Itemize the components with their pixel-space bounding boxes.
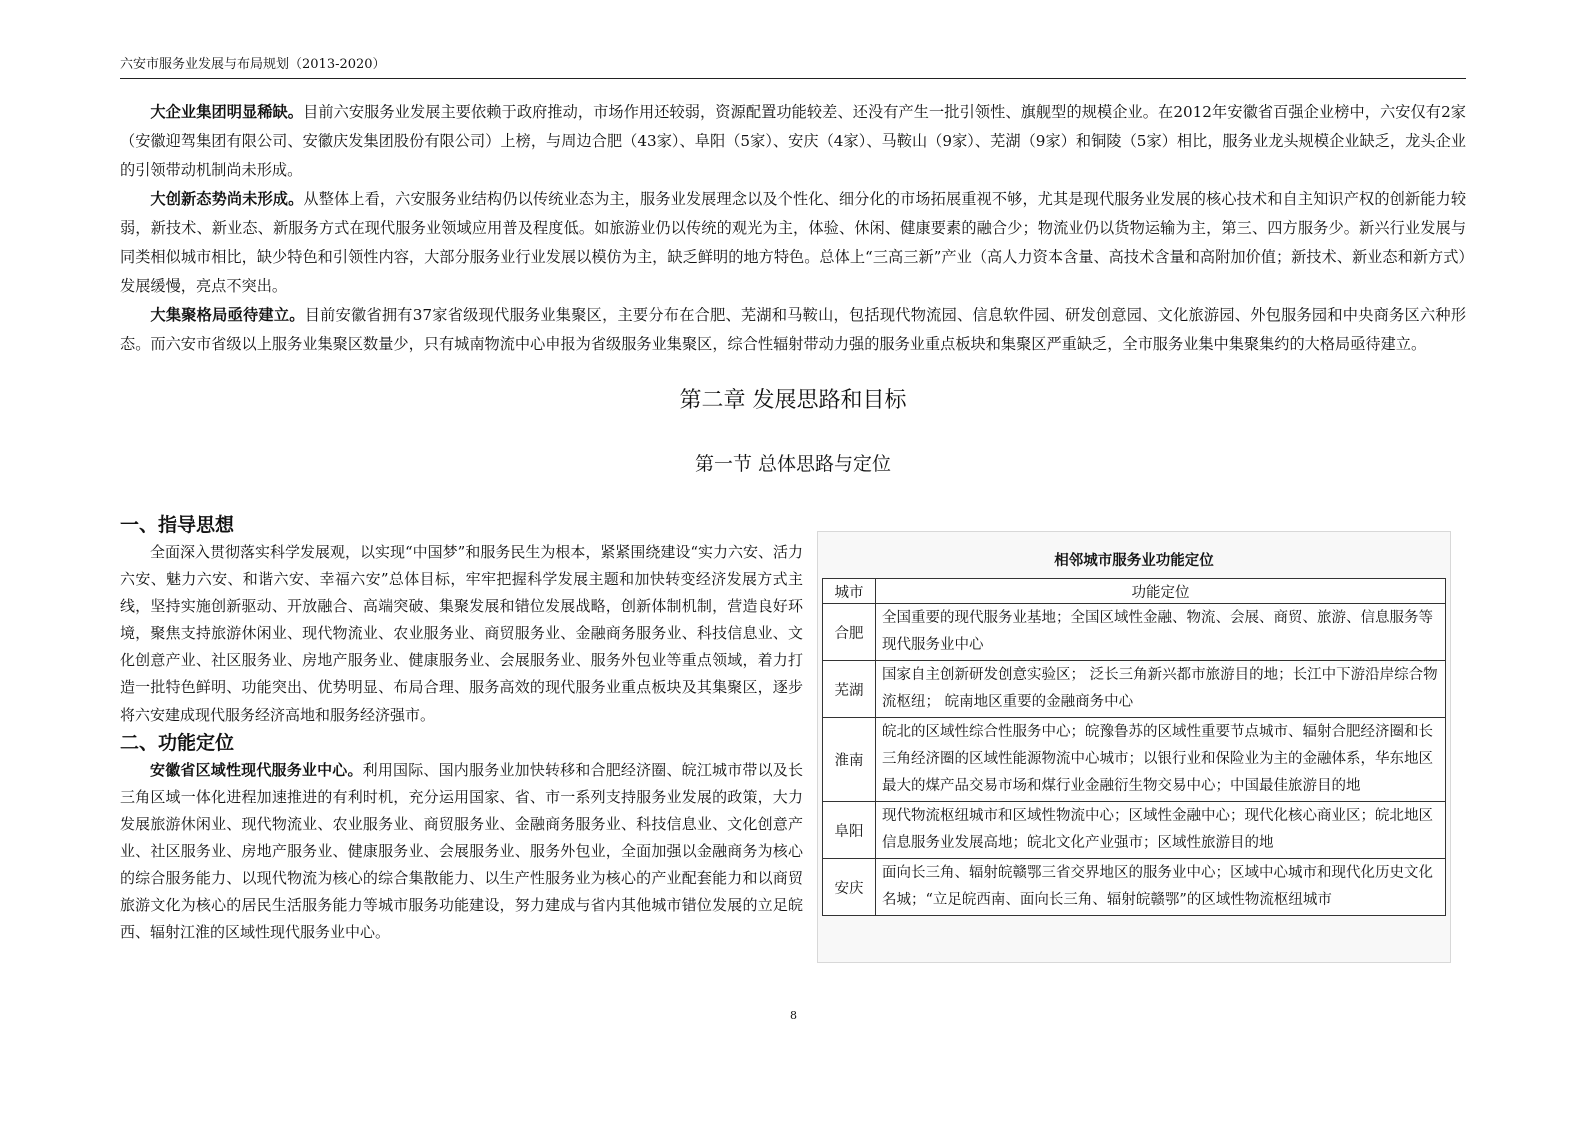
city-function-table bbox=[822, 578, 1446, 916]
table-row bbox=[823, 604, 1446, 661]
intro-paragraph-2 bbox=[120, 185, 1466, 301]
function-cell: 面向长三角、辐射皖赣鄂三省交界地区的服务业中心；区域中心城市和现代化历史文化名城；“立足皖西南、面向长三角、辐射皖赣鄂”的区域性物流枢纽城市 bbox=[876, 859, 1446, 916]
city-cell: 淮南 bbox=[823, 718, 876, 802]
left-column bbox=[120, 511, 803, 946]
intro-lead-1: 大企业集团明显稀缺。 bbox=[150, 103, 304, 121]
function-cell: 现代物流枢纽城市和区域性物流中心；区域性金融中心；现代化核心商业区；皖北地区信息服务业发展高地；皖北文化产业强市；区域性旅游目的地 bbox=[876, 802, 1446, 859]
guide-paragraph: 全面深入贯彻落实科学发展观，以实现“中国梦”和服务民生为根本，紧紧围绕建设“实力六安、活力六安、魅力六安、和谐六安、幸福六安”总体目标，牢牢把握科学发展主题和加快转变经济发展方式主线，坚持实施创新驱动、开放融合、高端突破、集聚发展和错位发展战略，创新体制机制，营造良好环境，聚焦支持旅游休闲业、现代物流业、农业服务业、商贸服务业、金融商务服务业、科技信息业、文化创意产业、社区服务业、房地产服务业、健康服务业、会展服务业、服务外包业等重点领域，着力打造一批特色鲜明、功能突出、优势明显、布局合理、服务高效的现代服务业重点板块及其集聚区，逐步将六安建成现代服务经济高地和服务经济强市。 bbox=[120, 543, 804, 724]
intro-lead-2: 大创新态势尚未形成。 bbox=[150, 190, 304, 208]
function-cell: 全国重要的现代服务业基地；全国区域性金融、物流、会展、商贸、旅游、信息服务等现代服务业中心 bbox=[876, 604, 1446, 661]
page-number: 8 bbox=[790, 1009, 797, 1022]
function-text: 利用国际、国内服务业加快转移和合肥经济圈、皖江城市带以及长三角区域一体化进程加速推进的有利时机，充分运用国家、省、市一系列支持服务业发展的政策，大力发展旅游休闲业、现代物流业、农业服务业、商贸服务业、金融商务服务业、科技信息业、文化创意产业、社区服务业、房地产服务业、健康服务业、会展服务业、服务外包业，全面加强以金融商务为核心的综合服务能力、以现代物流为核心的综合集散能力、以生产性服务业为核心的产业配套能力和以商贸旅游文化为核心的居民生活服务能力等城市服务功能建设，努力建成与省内其他城市错位发展的立足皖西、辐射江淮的区域性现代服务业中心。 bbox=[120, 760, 803, 942]
two-column-area bbox=[120, 511, 1466, 981]
intro-text-3: 目前安徽省拥有37家省级现代服务业集聚区，主要分布在合肥、芜湖和马鞍山，包括现代物流园、信息软件园、研发创意园、文化旅游园、外包服务园和中央商务区六种形态。而六安市省级以上服务业集聚区数量少，只有城南物流中心申报为省级服务业集聚区，综合性辐射带动力强的服务业重点板块和集聚区严重缺乏，全市服务业集中集聚集约的大格局亟待建立。 bbox=[120, 306, 1467, 353]
header-title: 六安市服务业发展与布局规划（2013-2020） bbox=[120, 57, 386, 72]
table-header-row bbox=[823, 579, 1446, 604]
function-lead: 安徽省区域性现代服务业中心。 bbox=[150, 760, 363, 779]
page-body bbox=[120, 98, 1466, 981]
function-cell: 国家自主创新研发创意实验区； 泛长三角新兴都市旅游目的地；长江中下游沿岸综合物流枢纽； 皖南地区重要的金融商务中心 bbox=[876, 661, 1446, 718]
intro-paragraph-1 bbox=[120, 98, 1466, 185]
table-row bbox=[823, 859, 1446, 916]
city-cell: 芜湖 bbox=[823, 661, 876, 718]
city-cell: 安庆 bbox=[823, 859, 876, 916]
function-paragraph bbox=[120, 757, 803, 947]
guide-heading: 一、指导思想 bbox=[120, 514, 235, 536]
city-cell: 合肥 bbox=[823, 604, 876, 661]
city-cell: 阜阳 bbox=[823, 802, 876, 859]
column-header-city: 城市 bbox=[823, 579, 876, 604]
chapter-title: 第二章 发展思路和目标 bbox=[679, 388, 907, 413]
section-title: 第一节 总体思路与定位 bbox=[694, 453, 892, 475]
intro-text-2: 从整体上看，六安服务业结构仍以传统业态为主，服务业发展理念以及个性化、细分化的市场拓展重视不够，尤其是现代服务业发展的核心技术和自主知识产权的创新能力较弱，新技术、新业态、新服务方式在现代服务业领域应用普及程度低。如旅游业仍以传统的观光为主，体验、休闲、健康要素的融合少；物流业仍以货物运输为主，第三、四方服务少。新兴行业发展与同类相似城市相比，缺少特色和引领性内容，大部分服务业行业发展以模仿为主，缺乏鲜明的地方特色。总体上“三高三新”产业（高人力资本含量、高技术含量和高附加价值；新技术、新业态和新方式）发展缓慢，亮点不突出。 bbox=[120, 190, 1467, 295]
intro-paragraph-3 bbox=[120, 301, 1466, 359]
table-row bbox=[823, 802, 1446, 859]
function-heading: 二、功能定位 bbox=[120, 731, 235, 754]
column-header-function: 功能定位 bbox=[876, 579, 1446, 604]
sidebar-table-box bbox=[817, 531, 1451, 963]
table-row bbox=[823, 661, 1446, 718]
function-cell: 皖北的区域性综合性服务中心；皖豫鲁苏的区域性重要节点城市、辐射合肥经济圈和长三角经济圈的区域性能源物流中心城市；以银行业和保险业为主的金融体系，华东地区最大的煤产品交易市场和煤行业金融衍生物交易中心；中国最佳旅游目的地 bbox=[876, 718, 1446, 802]
intro-text-1: 目前六安服务业发展主要依赖于政府推动，市场作用还较弱，资源配置功能较差、还没有产生一批引领性、旗舰型的规模企业。在2012年安徽省百强企业榜中，六安仅有2家（安徽迎驾集团有限公司、安徽庆发集团股份有限公司）上榜，与周边合肥（43家）、阜阳（5家）、安庆（4家）、马鞍山（9家）、芜湖（9家）和铜陵（5家）相比，服务业龙头规模企业缺乏，龙头企业的引领带动机制尚未形成。 bbox=[120, 103, 1466, 179]
running-header bbox=[120, 56, 1466, 79]
intro-lead-3: 大集聚格局亟待建立。 bbox=[150, 306, 305, 324]
table-title: 相邻城市服务业功能定位 bbox=[1054, 552, 1214, 569]
table-row bbox=[823, 718, 1446, 802]
